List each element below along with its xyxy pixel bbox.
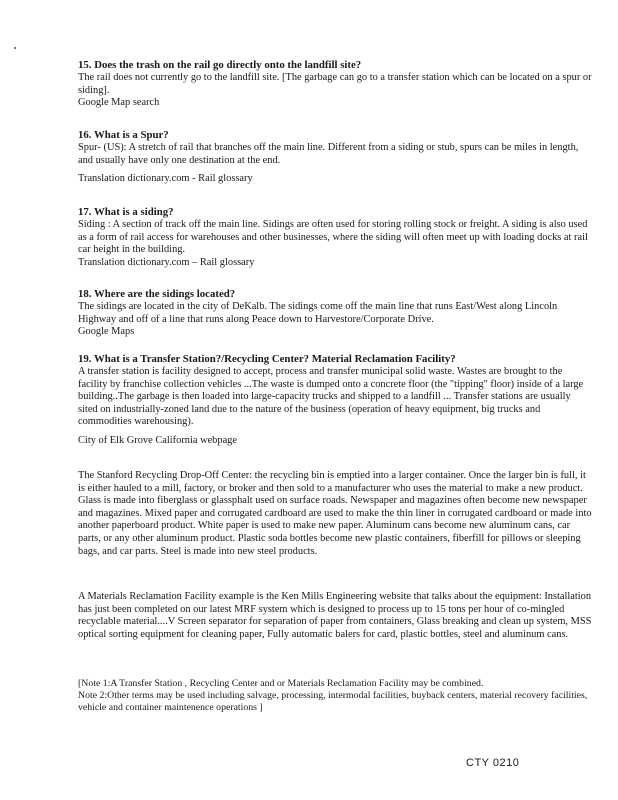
- question-19-title: 19. What is a Transfer Station?/Recycling Center? Material Reclamation Facility?: [78, 353, 456, 365]
- question-18-body: The sidings are located in the city of DeKalb. The sidings come off the main line that runs East/West along Lincoln Highway and off of a line that runs along Peace down to Harvestore/Corporate Drive.: [78, 301, 558, 325]
- question-16-body: Spur- (US): A stretch of rail that branches off the main line. Different from a siding or stub, spurs can be miles in length, and usually have only one destination at the end.: [78, 142, 579, 166]
- question-15-title: 15. Does the trash on the rail go directly onto the landfill site?: [78, 59, 362, 71]
- question-17-title: 17. What is a siding?: [78, 206, 174, 218]
- question-16-source: Translation dictionary.com - Rail glossary: [78, 173, 253, 185]
- question-17: [78, 206, 592, 269]
- question-19: [78, 353, 592, 448]
- question-19-source: City of Elk Grove California webpage: [78, 434, 237, 446]
- question-18: [78, 288, 592, 339]
- question-18-title: 18. Where are the sidings located?: [78, 288, 236, 300]
- mrf-paragraph: [78, 591, 592, 641]
- question-19-body: A transfer station is facility designed to accept, process and transfer municipal solid waste. Wastes are brought to the facility by franchise collection vehicles ...The waste is dumped onto a concrete floor (the "tipping" floor) inside of a large building..The garbage is then loaded into large-capacity trucks and shipped to a landfill ... Transfer stations are usually sited on industrially-zoned land due to the nature of the business (operation of heavy equipment, big trucks and commodities warehousing).: [78, 366, 584, 428]
- question-16-title: 16. What is a Spur?: [78, 129, 169, 141]
- question-15-body: The rail does not currently go to the landfill site. [The garbage can go to a transfer station which can be located on a spur or siding].: [78, 72, 592, 96]
- stanford-text: The Stanford Recycling Drop-Off Center: the recycling bin is emptied into a larger container. Once the larger bin is full, it is either hauled to a mill, factory, or broker and then sold to a manufacturer who uses the material to make a new product. Glass is made into fiberglass or glassphalt used on surface roads. Newspaper and magazines often become new newspaper and magazines. Mixed paper and corrugated cardboard are used to make the thin liner in corrugated cardboard or made into another paperboard product. White paper is used to make new paper. Aluminum cans become new aluminum cans, car parts, or any other aluminum product. Plastic soda bottles become new plastic containers, fiberfill for pillows or sleeping bags, and car parts. Steel is made into new steel products.: [78, 470, 592, 557]
- note-1: [Note 1:A Transfer Station , Recycling Center and or Materials Reclamation Facility may be combined.: [78, 678, 484, 689]
- question-15: [78, 59, 592, 110]
- question-17-body: Siding : A section of track off the main line. Sidings are often used for storing rolling stock or freight. A siding is also used as a form of rail access for warehouses and other businesses, where the siding will often meet up with loading docks at rail car height in the building.: [78, 219, 588, 256]
- question-15-source: Google Map search: [78, 97, 160, 109]
- note-2: Note 2:Other terms may be used including salvage, processing, intermodal facilities, buyback centers, material recovery facilities, vehicle and container maintenence operations ]: [78, 690, 588, 713]
- notes-block: [78, 678, 592, 714]
- question-17-source: Translation dictionary.com – Rail glossary: [78, 256, 255, 268]
- scan-speck: [14, 47, 16, 49]
- question-18-source: Google Maps: [78, 326, 135, 338]
- mrf-text: A Materials Reclamation Facility example is the Ken Mills Engineering website that talks about the equipment: Installation has just been completed on our latest MRF system which is designed to process up to 15 tons per hour of co-mingled recyclable material....V Screen separator for separation of paper from containers, Glass breaking and clean up system, MSS optical sorting equipment for cleaning paper, Fully automatic balers for card, plastic bottles, steel and aluminum cans.: [78, 591, 592, 640]
- bates-number: CTY 0210: [466, 757, 520, 769]
- stanford-paragraph: [78, 470, 592, 558]
- question-16: [78, 129, 592, 186]
